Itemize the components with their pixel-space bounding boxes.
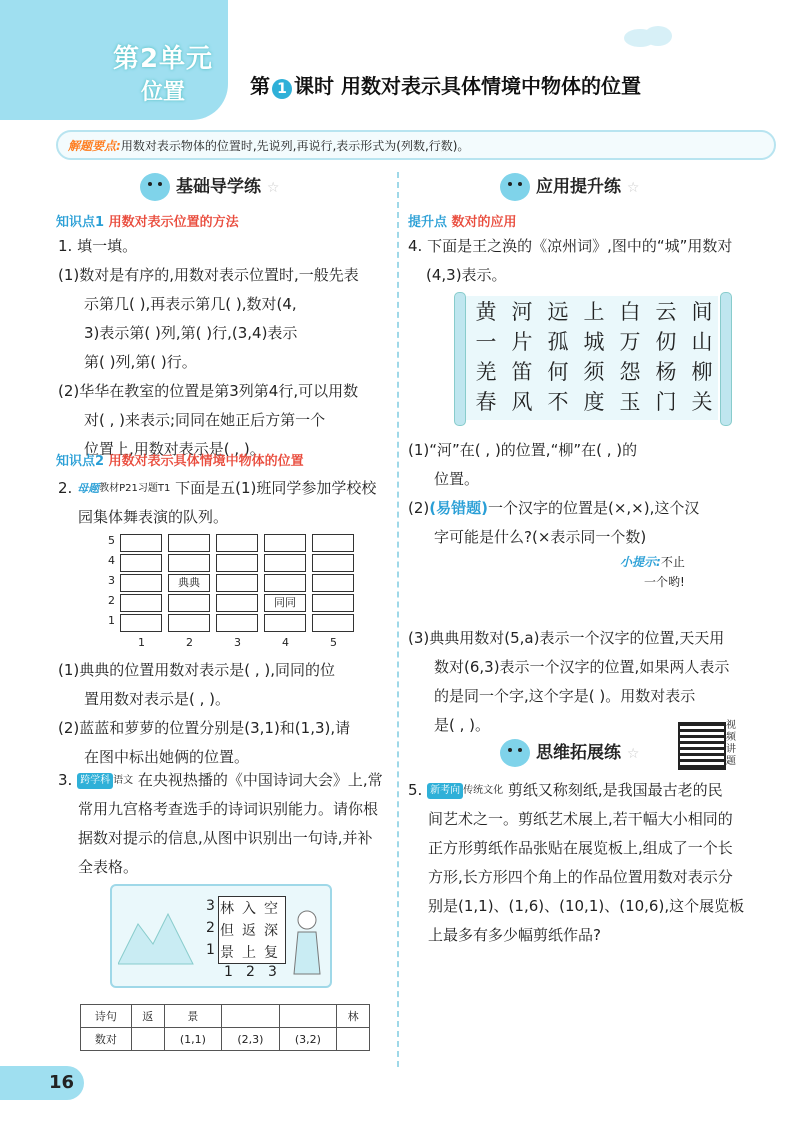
lesson-number: 1 [272,79,292,99]
grid-cell [120,594,162,612]
grid-cell [168,614,210,632]
grid-cell [216,534,258,552]
poet-illustration [288,906,326,976]
poem-scroll [454,292,730,424]
table-row: 数对 (1,1) (2,3) (3,2) [81,1028,370,1051]
knowledge-point-1: 知识点1 用数对表示位置的方法 [56,215,239,230]
poem-char: 片 [511,330,533,354]
poem-char: 一 [475,330,497,354]
lesson-title: 第 1 课时 用数对表示具体情境中物体的位置 [250,74,641,98]
row-label: 2 [108,594,115,607]
row-label: 3 [108,574,115,587]
poem-char: 黄 [475,300,497,324]
grid-cell [312,554,354,572]
poem-char: 柳 [691,360,713,384]
grid-cell [312,534,354,552]
nine-grid-cell: 景 [220,945,234,961]
grid-cell [216,554,258,572]
column-divider [397,172,399,1067]
poem-char: 羌 [475,360,497,384]
grid-cell [264,614,306,632]
nine-grid-cell: 林 [220,901,234,917]
poem-char: 山 [691,330,713,354]
section-extend-title: 思维拓展练 ☆ [500,738,639,768]
grid-cell [264,554,306,572]
poem-char: 不 [547,390,569,414]
nine-grid-cell: 返 [242,923,256,939]
poem-char: 杨 [655,360,677,384]
question-5: 5. 新考向 传统文化 剪纸又称刻纸,是我国最古老的民 间艺术之一。剪纸艺术展上,若干幅大小相同的 正方形剪纸作品张贴在展览板上,组成了一个长 方形,长方形四个角上的作品位置用数对表示分 别是(1,1)、(1,6)、(10,1)、(10,6),这个展览板 上最多有多少幅剪纸作品? [408,781,745,944]
grid-cell-tongtong: 同同 [264,594,306,612]
unit-number: 第2单元 [112,44,214,74]
tip-note: 小提示:不止 一个哟! [620,555,685,589]
grid-cell [264,534,306,552]
mountain-illustration [118,894,198,974]
poem-char: 笛 [511,360,533,384]
nine-grid-cell: 复 [264,945,278,961]
poem-char: 河 [511,300,533,324]
poem-char: 春 [475,390,497,414]
mascot-icon [500,173,530,201]
grid-cell [168,594,210,612]
poem-char: 远 [547,300,569,324]
hint-bar: 解题要点:用数对表示物体的位置时,先说列,再说行,表示形式为(列数,行数)。 [56,130,776,160]
question-4-part3: (3)典典用数对(5,a)表示一个汉字的位置,天天用 数对(6,3)表示一个汉字的位置,如果两人表示 的是同一个字,这个字是( )。用数对表示 是( , )。 [408,629,730,734]
qr-code[interactable] [678,722,726,770]
row-label: 4 [108,554,115,567]
mascot-icon [140,173,170,201]
poem-char: 怨 [619,360,641,384]
star-icon: ☆ [626,180,640,196]
row-label: 5 [108,534,115,547]
question-3: 3. 跨学科 语文 在央视热播的《中国诗词大会》上,常 常用九宫格考查选手的诗词识别能力。请你根 据数对提示的信息,从图中识别出一句诗,并补 全表格。 [58,771,383,876]
dance-grid [100,530,370,655]
unit-title [98,38,228,110]
poem-char: 上 [583,300,605,324]
section-apply-title: 应用提升练 ☆ [500,172,639,202]
question-2: 2. 母题教材P21习题T1 下面是五(1)班同学参加学校校 园集体舞表演的队列。 [58,479,377,526]
poem-char: 孤 [547,330,569,354]
nine-grid-cell: 入 [242,901,256,917]
unit-name: 位置 [140,80,185,105]
poem-char: 白 [619,300,641,324]
grid-cell [312,574,354,592]
page-number: 16 [0,1066,84,1100]
poem-answer-table [80,1004,370,1051]
grid-cell [120,574,162,592]
nine-grid-cell: 但 [220,923,234,939]
poem-char: 关 [691,390,713,414]
improve-point: 提升点 数对的应用 [408,215,517,230]
question-1: 1. 填一填。 (1)数对是有序的,用数对表示位置时,一般先表 示第几( ),再表示第几( ),数对(4, 3)表示第( )列,第( )行,(3,4)表示 第( )列,第( )行。 (2)华华在教室的位置是第3列第4行,可以用数 对( , )来表示;同同在她正后方第一个 位置上,用数对表示是( , )。 [58,237,359,458]
star-icon: ☆ [626,746,640,762]
poem-char: 须 [583,360,605,384]
grid-cell [168,554,210,572]
grid-cell [312,594,354,612]
cloud-icon [620,20,680,50]
nine-grid-cell: 空 [264,901,278,917]
poem-char: 门 [655,390,677,414]
grid-cell [120,614,162,632]
nine-grid-cell: 深 [264,923,278,939]
mascot-icon [500,739,530,767]
grid-cell [216,594,258,612]
grid-cell [168,534,210,552]
poem-char: 万 [619,330,641,354]
star-icon: ☆ [266,180,280,196]
grid-cell [216,614,258,632]
question-2-parts: (1)典典的位置用数对表示是( , ),同同的位 置用数对表示是( , )。 (2)蓝蓝和萝萝的位置分别是(3,1)和(1,3),请 在图中标出她俩的位置。 [58,661,351,766]
poem-char: 云 [655,300,677,324]
grid-cell-diandian: 典典 [168,574,210,592]
section-basic-title: 基础导学练 ☆ [140,172,279,202]
nine-grid-cell: 上 [242,945,256,961]
table-row: 诗句 返 景 林 [81,1005,370,1028]
nine-grid-scroll: 3 2 1 林 入 空 但 返 深 景 上 复 1 2 3 [110,884,332,988]
poem-char: 间 [691,300,713,324]
poem-char: 玉 [619,390,641,414]
poem-char: 城 [583,330,605,354]
row-label: 1 [108,614,115,627]
knowledge-point-2: 知识点2 用数对表示具体情境中物体的位置 [56,454,304,469]
grid-cell [120,534,162,552]
col-label: 3 [234,636,241,649]
poem-char: 何 [547,360,569,384]
question-4: 4. 下面是王之涣的《凉州词》,图中的“城”用数对 (4,3)表示。 [408,237,733,284]
col-label: 5 [330,636,337,649]
col-label: 4 [282,636,289,649]
poem-char: 仞 [655,330,677,354]
question-4-parts: (1)“河”在( , )的位置,“柳”在( , )的 位置。 (2)(易错题)一个汉字的位置是(×,×),这个汉 字可能是什么?(×表示同一个数) [408,441,700,546]
qr-label: 视频讲题 [726,720,736,767]
col-label: 2 [186,636,193,649]
poem-char: 度 [583,390,605,414]
grid-cell [120,554,162,572]
grid-cell [216,574,258,592]
grid-cell [312,614,354,632]
col-label: 1 [138,636,145,649]
grid-cell [264,574,306,592]
poem-char: 风 [511,390,533,414]
